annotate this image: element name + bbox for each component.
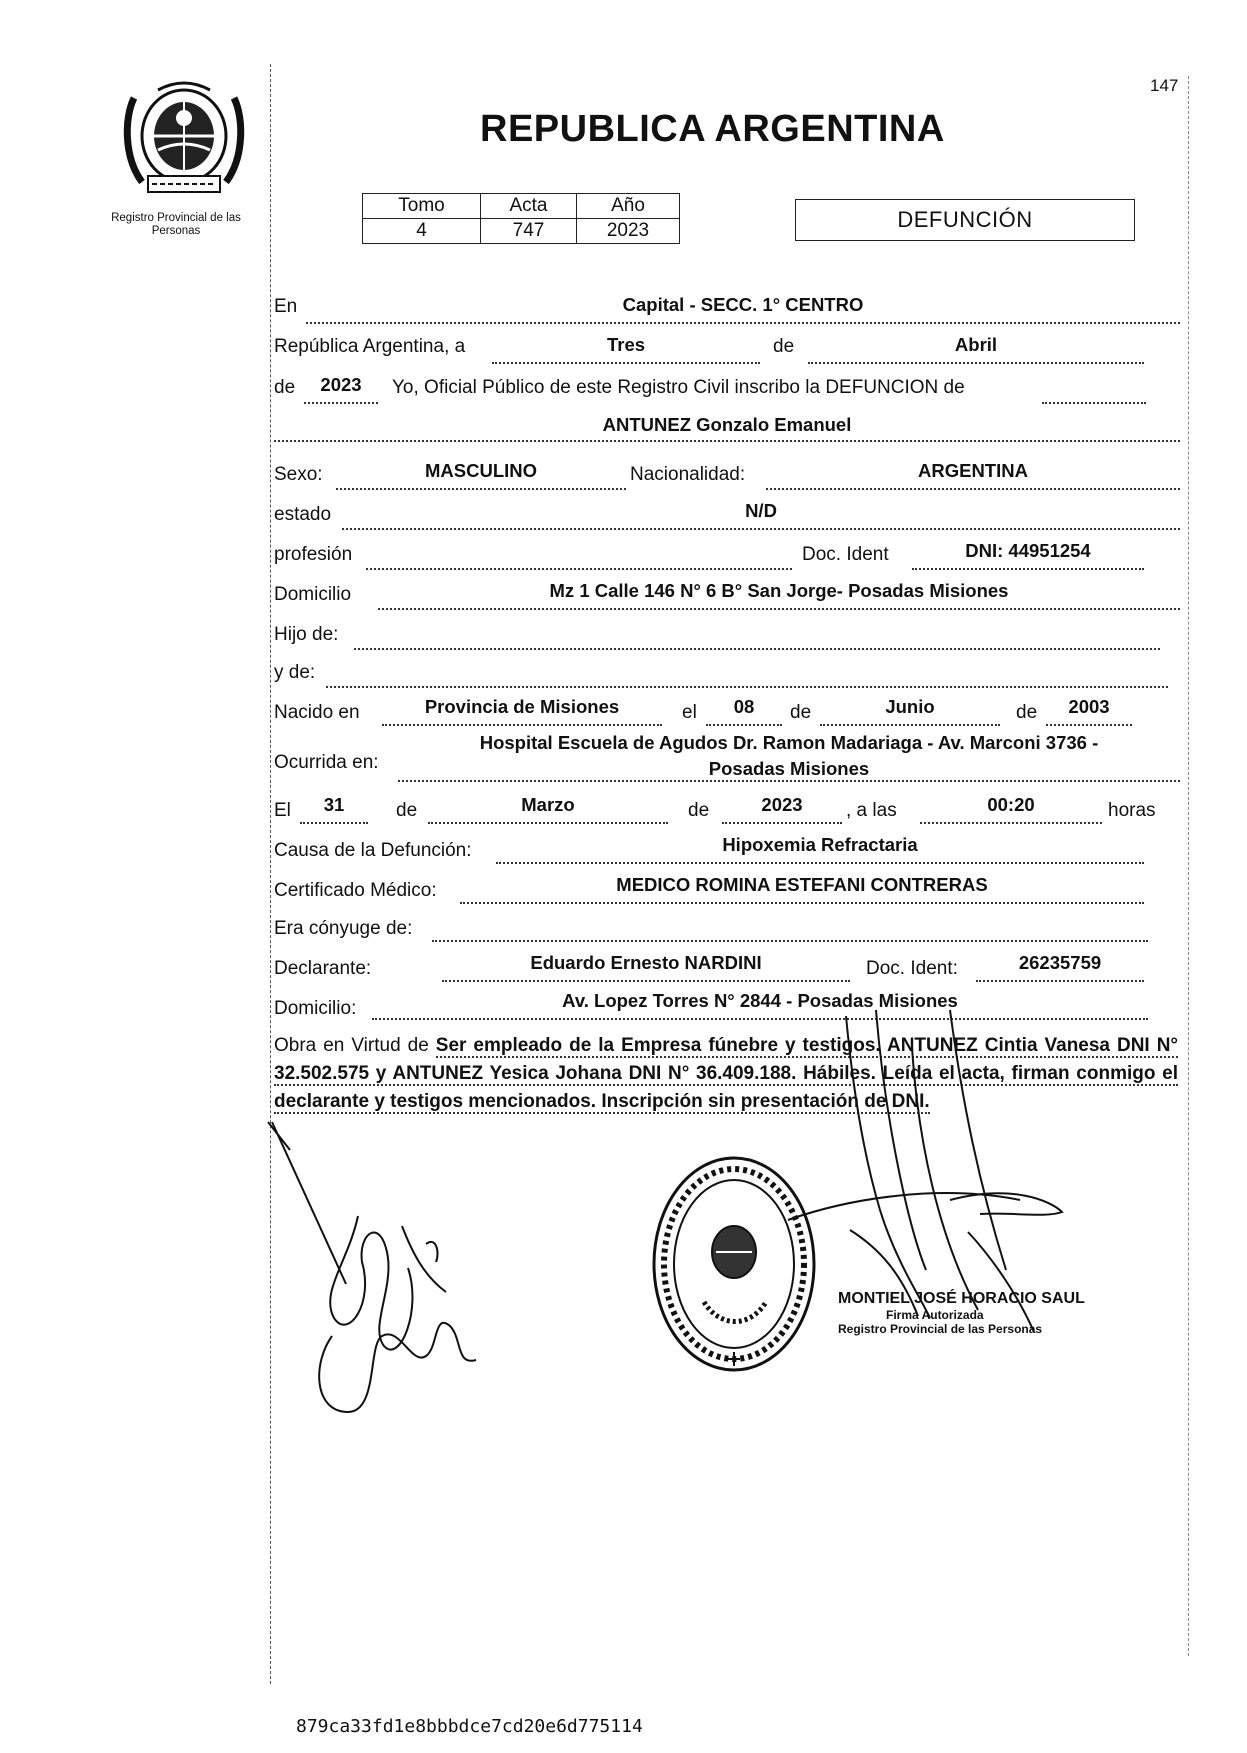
record-table-value-row: [363, 219, 680, 244]
document-title: REPUBLICA ARGENTINA: [480, 108, 945, 150]
month-value: Abril: [954, 334, 998, 355]
label-de-death-year: de: [688, 800, 710, 821]
anio-header: Año: [577, 194, 680, 219]
label-causa: Causa de la Defunción:: [274, 840, 472, 861]
declarant-address-value: Av. Lopez Torres N° 2844 - Posadas Misiones: [562, 990, 958, 1011]
address-value: Mz 1 Calle 146 N° 6 B° San Jorge- Posadas Misiones: [549, 580, 1009, 601]
death-place-line2: Posadas Misiones: [708, 758, 870, 779]
document-hash: 879ca33fd1e8bbbdce7cd20e6d775114: [296, 1716, 643, 1737]
label-conyuge: Era cónyuge de:: [274, 918, 413, 939]
record-table-header-row: [363, 194, 680, 219]
declarant-doc-value: 26235759: [1018, 952, 1102, 973]
label-declarante: Declarante:: [274, 958, 372, 979]
authorized-official: [838, 1290, 1118, 1336]
death-place-line1: Hospital Escuela de Agudos Dr. Ramon Madariaga - Av. Marconi 3736 -: [479, 732, 1099, 753]
marital-status-value: N/D: [745, 500, 777, 521]
label-certificado: Certificado Médico:: [274, 880, 437, 901]
anio-value: 2023: [577, 219, 680, 244]
death-time-value: 00:20: [987, 794, 1035, 815]
label-a-las: , a las: [846, 800, 897, 821]
label-de-month: de: [773, 336, 795, 357]
birth-day-value: 08: [733, 696, 755, 717]
record-type-box: DEFUNCIÓN: [795, 199, 1135, 241]
label-obra: Obra en Virtud de: [274, 1035, 429, 1056]
label-doc-ident-declarant: Doc. Ident:: [866, 958, 958, 979]
sex-value: MASCULINO: [424, 460, 538, 481]
label-de-birth-year: de: [1016, 702, 1038, 723]
official-role: Firma Autorizada: [886, 1308, 984, 1322]
cause-value: Hipoxemia Refractaria: [722, 834, 918, 855]
profession-line: [366, 540, 792, 570]
year-value: 2023: [320, 374, 362, 395]
death-year-value: 2023: [761, 794, 803, 815]
death-month-value: Marzo: [521, 794, 575, 815]
father-line: [354, 620, 1160, 650]
doc-value: DNI: 44951254: [965, 540, 1091, 561]
official-name: MONTIEL JOSÉ HORACIO SAUL: [838, 1290, 1085, 1307]
label-horas: horas: [1108, 800, 1156, 821]
record-table: [362, 193, 680, 244]
left-margin-line: [270, 64, 271, 1684]
birth-year-value: 2003: [1068, 696, 1110, 717]
label-sexo: Sexo:: [274, 464, 323, 485]
label-en: En: [274, 296, 298, 317]
mother-line: [326, 658, 1168, 688]
label-profesion: profesión: [274, 544, 353, 565]
page-number: 147: [1150, 76, 1179, 95]
label-doc-ident: Doc. Ident: [802, 544, 889, 565]
declarant-value: Eduardo Ernesto NARDINI: [530, 952, 762, 973]
registry-name: Registro Provincial de las Personas: [111, 212, 241, 237]
label-domicilio: Domicilio: [274, 584, 352, 605]
yo-oficial-trailing-line: [1042, 374, 1146, 404]
province-seal-logo: [118, 78, 250, 198]
label-el: el: [682, 702, 697, 723]
birth-month-value: Junio: [885, 696, 935, 717]
label-nacionalidad: Nacionalidad:: [630, 464, 746, 485]
official-stamp: [650, 1152, 818, 1382]
label-hijo-de: Hijo de:: [274, 624, 339, 645]
official-office: Registro Provincial de las Personas: [838, 1322, 1043, 1336]
spouse-line: [432, 912, 1148, 942]
certificate-value: MEDICO ROMINA ESTEFANI CONTRERAS: [616, 874, 988, 895]
label-estado: estado: [274, 504, 332, 525]
obra-text: Ser empleado de la Empresa fúnebre y testigos. ANTUNEZ Cintia Vanesa DNI N° 32.502.575 y ANTUNEZ Yesica Johana DNI N° 36.409.188. Hábiles. Leída el acta, firman conmigo el declarante y testigos mencionados. Inscripción sin presentación de DNI.: [274, 1035, 1179, 1112]
label-y-de: y de:: [274, 662, 316, 683]
label-nacido-en: Nacido en: [274, 702, 360, 723]
birth-place-value: Provincia de Misiones: [424, 696, 620, 717]
label-domicilio-declarant: Domicilio:: [274, 998, 357, 1019]
label-ocurrida-en: Ocurrida en:: [274, 752, 379, 773]
label-de-death-month: de: [396, 800, 418, 821]
label-de-year: de: [274, 377, 296, 398]
place-value: Capital - SECC. 1° CENTRO: [622, 294, 864, 315]
acta-header: Acta: [481, 194, 577, 219]
tomo-value: 4: [363, 219, 481, 244]
tomo-header: Tomo: [363, 194, 481, 219]
label-el-death: El: [274, 800, 291, 821]
day-words-value: Tres: [606, 334, 646, 355]
death-day-value: 31: [323, 794, 345, 815]
nationality-value: ARGENTINA: [918, 460, 1028, 481]
label-yo-oficial: Yo, Oficial Público de este Registro Civil inscribo la DEFUNCION de: [392, 377, 965, 398]
acta-value: 747: [481, 219, 577, 244]
deceased-name-value: ANTUNEZ Gonzalo Emanuel: [602, 414, 852, 435]
label-de-birth-month: de: [790, 702, 812, 723]
label-republica: República Argentina, a: [274, 336, 466, 357]
